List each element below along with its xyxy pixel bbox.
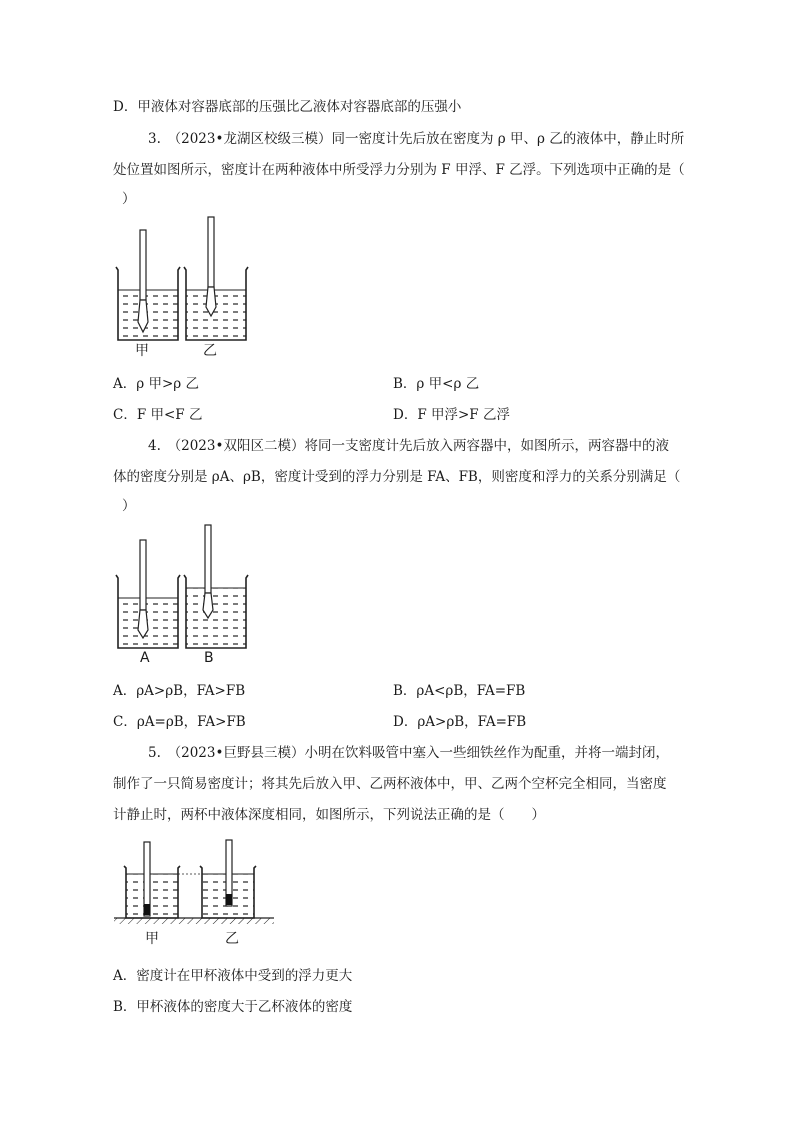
q4-option-b: B．ρA<ρB，FA=FB: [393, 683, 526, 699]
q4-option-a: A．ρA>ρB，FA>FB: [113, 683, 246, 699]
q5-option-b: B．甲杯液体的密度大于乙杯液体的密度: [113, 999, 353, 1015]
q5-figure-label-b: 乙: [225, 931, 239, 947]
q4-stem-line2: 体的密度分别是 ρA、ρB，密度计受到的浮力分别是 FA、FB，则密度和浮力的关系分别满足（: [113, 469, 681, 485]
q3-option-d: D．F 甲浮>F 乙浮: [393, 407, 510, 423]
q3-option-c: C．F 甲<F 乙: [113, 407, 203, 423]
q3-figure-label-b: 乙: [203, 343, 217, 359]
q3-stem-line3: ）: [122, 191, 136, 207]
q5-stem-line3: 计静止时，两杯中液体深度相同，如图所示，下列说法正确的是（ ）: [113, 807, 545, 823]
q3-option-b: B．ρ 甲<ρ 乙: [393, 376, 480, 392]
q4-figure-label-b: B: [204, 650, 214, 666]
q3-stem-line2: 处位置如图所示，密度计在两种液体中所受浮力分别为 F 甲浮、F 乙浮。下列选项中正确的是（: [113, 162, 685, 178]
q2-option-d: D．甲液体对容器底部的压强比乙液体对容器底部的压强小: [113, 99, 462, 115]
q5-straw-hydrometer-figure: [112, 838, 282, 933]
q4-option-c: C．ρA=ρB，FA>FB: [113, 714, 246, 730]
q4-hydrometer-figure: [112, 520, 252, 650]
q5-stem-line2: 制作了一只简易密度计；将其先后放入甲、乙两杯液体中，甲、乙两个空杯完全相同，当密度: [113, 776, 667, 792]
q4-option-d: D．ρA>ρB，FA=FB: [393, 714, 527, 730]
q3-hydrometer-figure: [112, 212, 252, 372]
q3-stem-line1: 3. （2023•龙湖区校级三模）同一密度计先后放在密度为 ρ 甲、ρ 乙的液体中，静止时所: [148, 131, 685, 147]
q5-option-a: A．密度计在甲杯液体中受到的浮力更大: [113, 968, 353, 984]
q4-stem-line3: ）: [122, 498, 136, 514]
q3-figure-label-a: 甲: [135, 343, 149, 359]
q5-stem-line1: 5. （2023•巨野县三模）小明在饮料吸管中塞入一些细铁丝作为配重，并将一端封闭，: [148, 745, 669, 761]
q3-option-a: A．ρ 甲>ρ 乙: [113, 376, 200, 392]
q4-figure-label-a: A: [140, 650, 150, 666]
q5-figure-label-a: 甲: [145, 931, 159, 947]
q4-stem-line1: 4. （2023•双阳区二模）将同一支密度计先后放入两容器中，如图所示，两容器中的液: [148, 438, 669, 454]
